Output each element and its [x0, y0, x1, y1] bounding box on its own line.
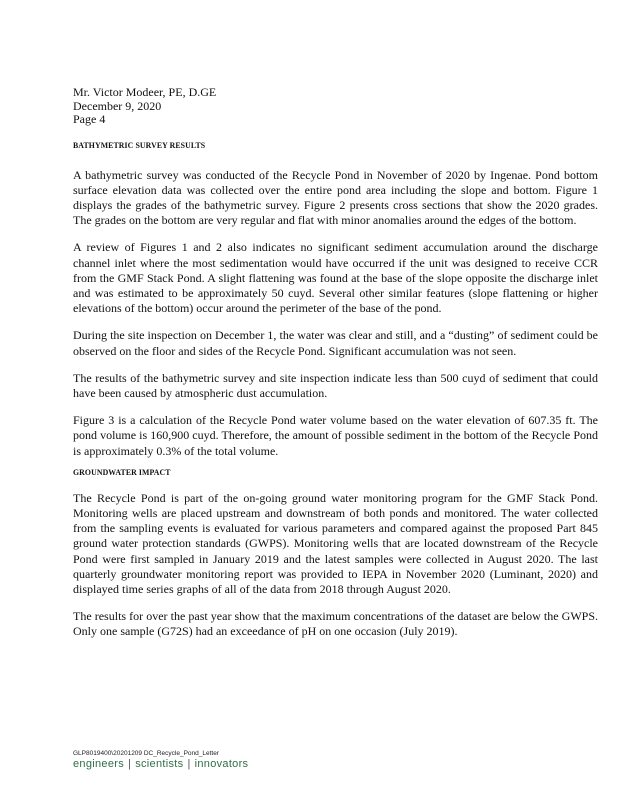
tagline-engineers: engineers: [73, 758, 125, 770]
company-tagline: [73, 758, 248, 770]
paragraph: During the site inspection on December 1, the water was clear and still, and a “dusting” of sediment could be observed on the floor and sides of the Recycle Pond. Significant accumulation was not seen.: [73, 328, 598, 358]
letter-header: [73, 86, 598, 127]
paragraph: The Recycle Pond is part of the on-going ground water monitoring program for the GMF Stack Pond. Monitoring wells are placed upstream and downstream of both ponds and monitored. The water collected from the sampling events is evaluated for various parameters and compared against the proposed Part 845 ground water protection standards (GWPS). Monitoring wells that are located downstream of the Recycle Pond were first sampled in January 2019 and the latest samples were collected in August 2020. The last quarterly groundwater monitoring report was provided to IEPA in November 2020 (Luminant, 2020) and displayed time series graphs of all of the data from 2018 through August 2020.: [73, 490, 598, 596]
tagline-divider: |: [128, 758, 132, 770]
tagline-scientists: scientists: [135, 758, 184, 770]
document-code: GLP8019400\20201209 DC_Recycle_Pond_Letter: [73, 750, 219, 757]
recipient-line: Mr. Victor Modeer, PE, D.GE: [73, 85, 217, 99]
paragraph: The results of the bathymetric survey and site inspection indicate less than 500 cuyd of sediment that could have been caused by atmospheric dust accumulation.: [73, 370, 598, 400]
paragraph: A review of Figures 1 and 2 also indicates no significant sediment accumulation around the discharge channel inlet where the most sedimentation would have occurred if the unit was designed to receive CCR from the GMF Stack Pond. A slight flattening was found at the base of the slope opposite the discharge inlet and was estimated to be approximately 50 cuyd. Several other similar features (slope flattening or higher elevations of the bottom) occur around the perimeter of the base of the pond.: [73, 240, 598, 316]
paragraph: A bathymetric survey was conducted of the Recycle Pond in November of 2020 by Ingenae. Pond bottom surface elevation data was collected over the entire pond area including the slope and bottom. Figure 1 displays the grades of the bathymetric survey. Figure 2 presents cross sections that show the 2020 grades. The grades on the bottom are very regular and flat with minor anomalies around the edges of the bottom.: [73, 167, 598, 228]
section-heading-bathymetric: BATHYMETRIC SURVEY RESULTS: [73, 139, 206, 150]
tagline-divider: |: [187, 758, 191, 770]
letter-page: [73, 86, 598, 640]
tagline-innovators: innovators: [194, 758, 249, 770]
date-line: December 9, 2020: [73, 98, 162, 113]
page-footer: [73, 750, 248, 770]
page-number: Page 4: [73, 112, 106, 126]
section-heading-groundwater: GROUNDWATER IMPACT: [73, 466, 171, 477]
paragraph: Figure 3 is a calculation of the Recycle Pond water volume based on the water elevation of 607.35 ft. The pond volume is 160,900 cuyd. Therefore, the amount of possible sediment in the bottom of the Recycle Pond is approximately 0.3% of the total volume.: [73, 413, 598, 458]
paragraph: The results for over the past year show that the maximum concentrations of the dataset are below the GWPS. Only one sample (G72S) had an exceedance of pH on one occasion (July 2019).: [73, 609, 598, 639]
